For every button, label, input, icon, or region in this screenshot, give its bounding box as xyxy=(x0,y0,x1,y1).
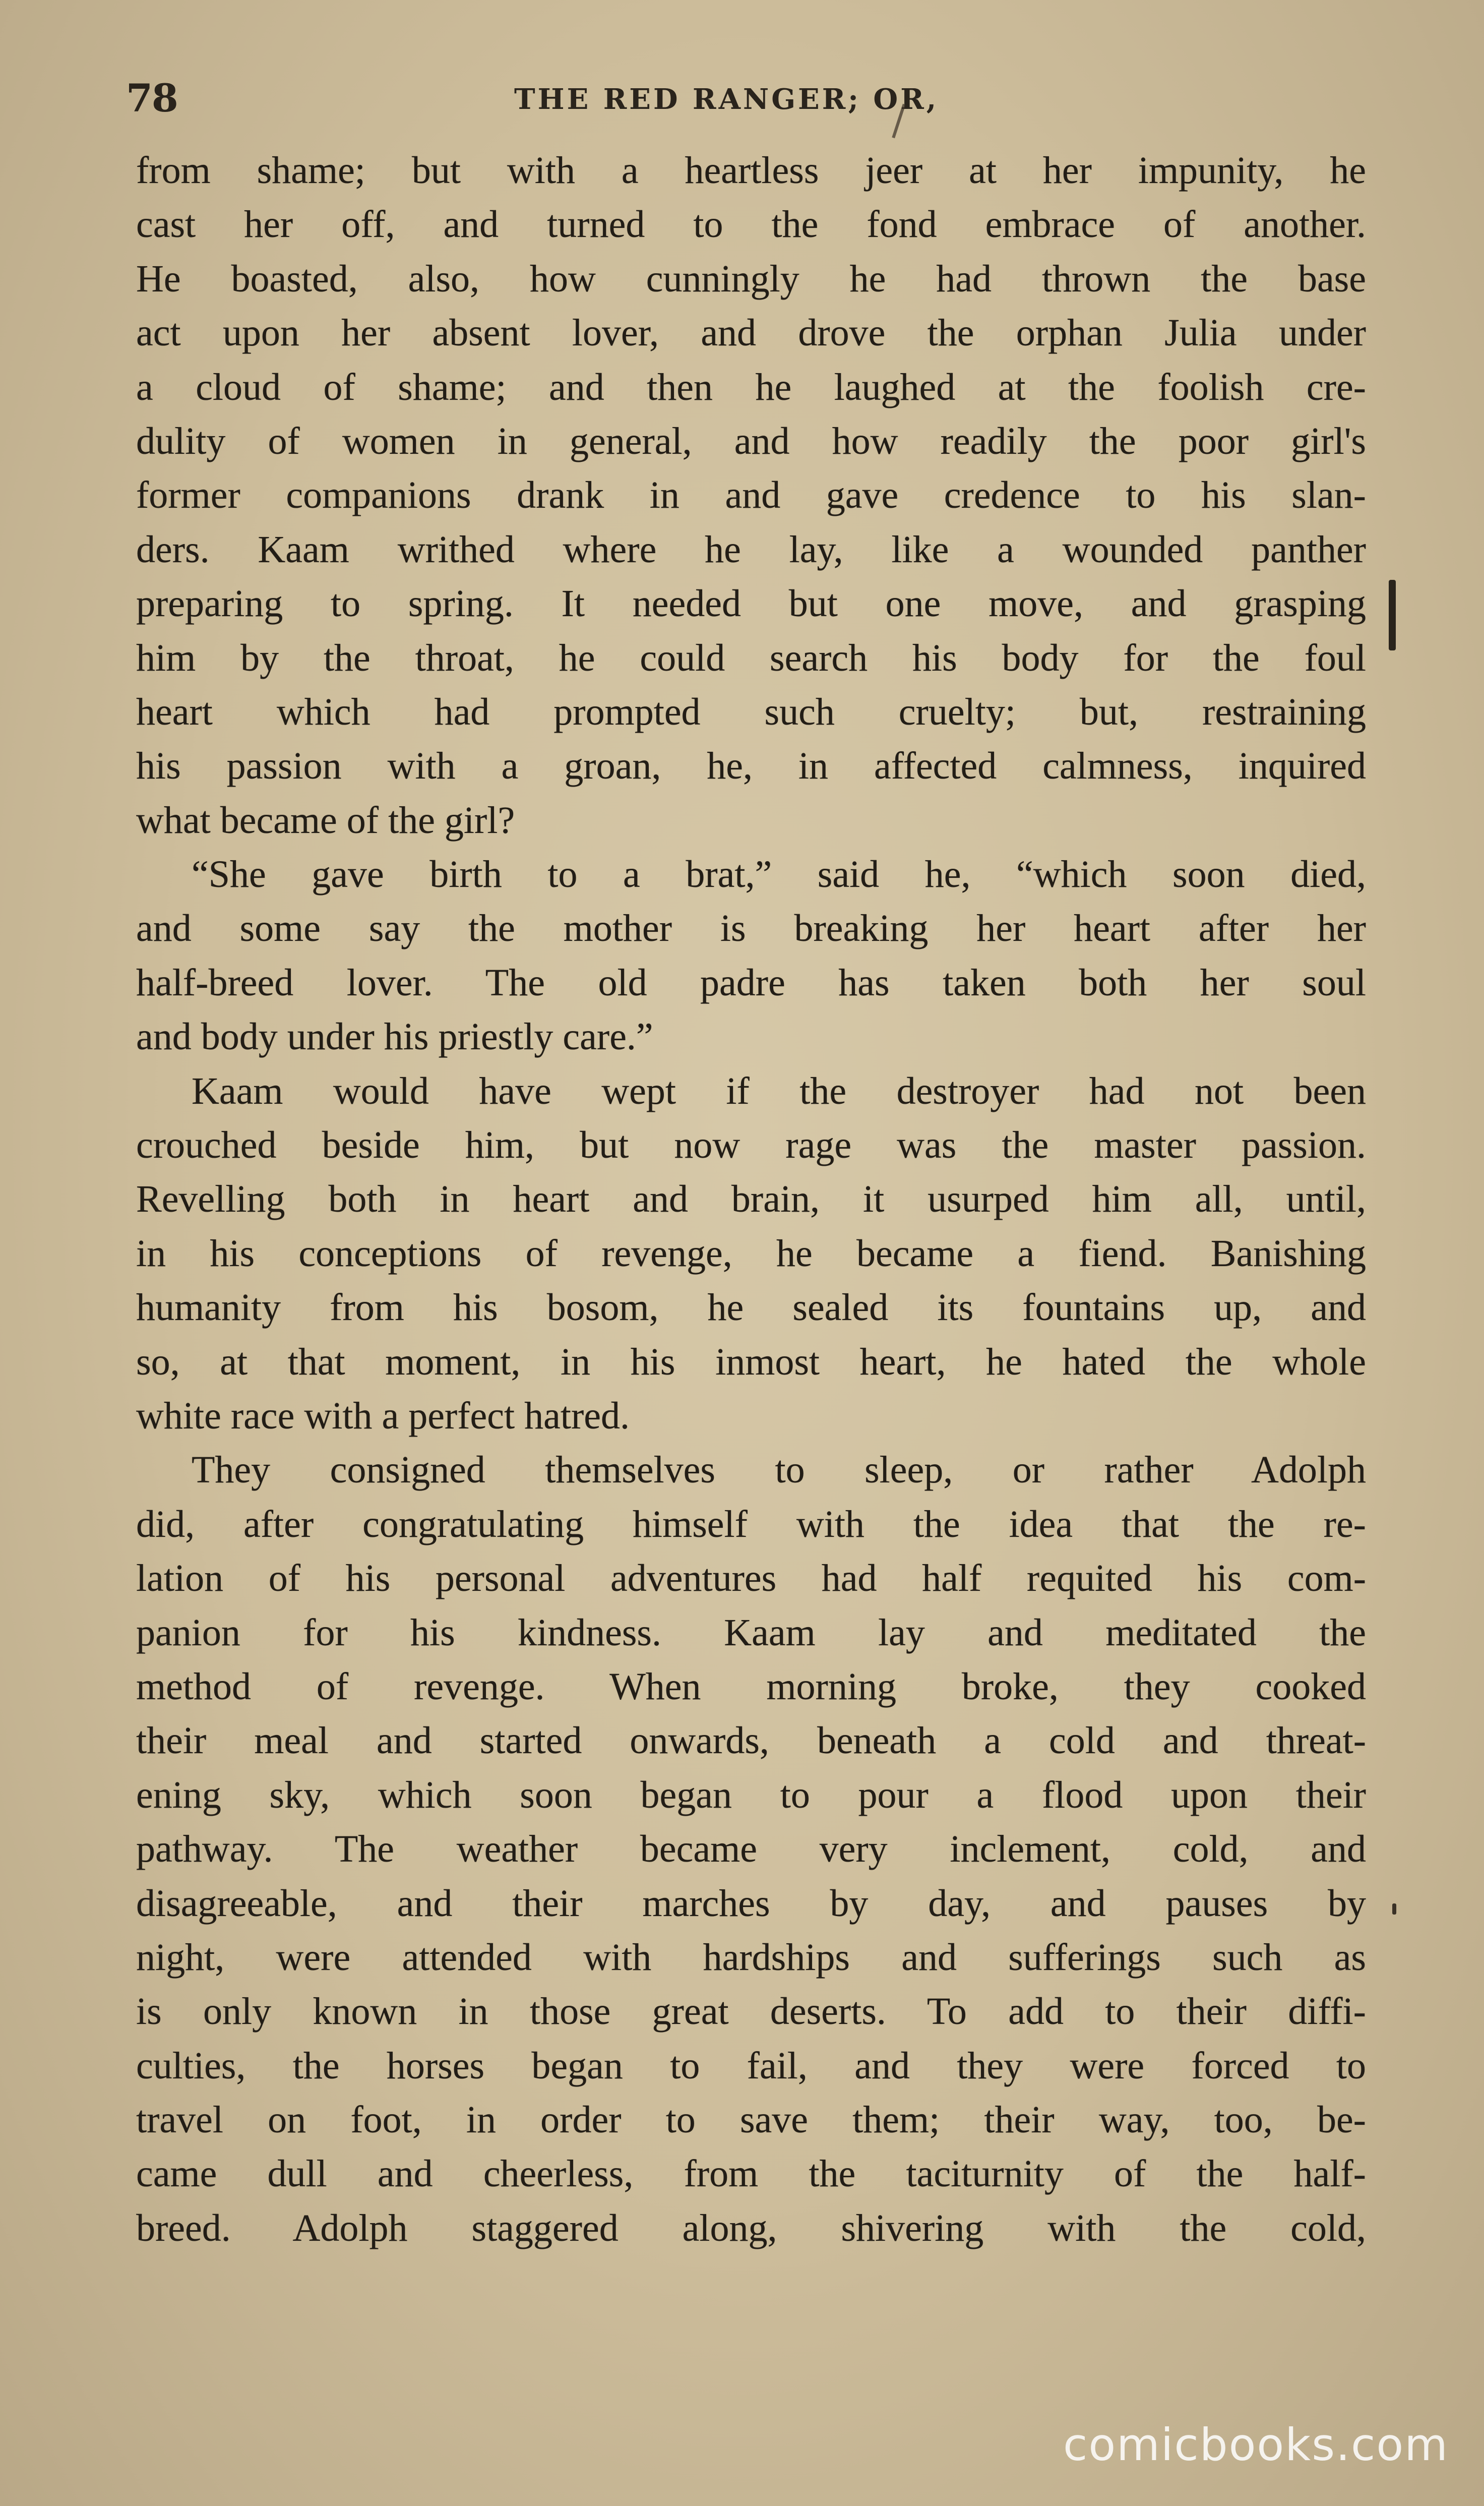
text-line: came dull and cheerless, from the taciturnity of the half- xyxy=(136,2153,1366,2195)
text-line: method of revenge. When morning broke, they cooked xyxy=(136,1665,1366,1708)
text-line: is only known in those great deserts. To add to their diffi- xyxy=(136,1990,1366,2033)
body-text xyxy=(136,144,1366,2255)
text-line: and body under his priestly care.” xyxy=(136,1016,653,1058)
text-line: culties, the horses began to fail, and they were forced to xyxy=(136,2044,1366,2087)
text-line: ders. Kaam writhed where he lay, like a wounded panther xyxy=(136,528,1366,571)
text-line: He boasted, also, how cunningly he had thrown the base xyxy=(136,257,1366,300)
text-line: his passion with a groan, he, in affected calmness, inquired xyxy=(136,745,1366,788)
text-line: crouched beside him, but now rage was the master passion. xyxy=(136,1124,1366,1167)
text-line: cast her off, and turned to the fond embrace of another. xyxy=(136,203,1366,246)
text-line: dulity of women in general, and how readily the poor girl's xyxy=(136,420,1366,462)
text-line: did, after congratulating himself with the idea that the re- xyxy=(136,1503,1366,1545)
text-line: preparing to spring. It needed but one move, and grasping xyxy=(136,582,1366,625)
text-line: a cloud of shame; and then he laughed at the foolish cre- xyxy=(136,366,1366,408)
text-line: and some say the mother is breaking her heart after her xyxy=(136,907,1366,950)
text-line: lation of his personal adventures had half requited his com- xyxy=(136,1557,1366,1600)
text-line: travel on foot, in order to save them; their way, too, be- xyxy=(136,2099,1366,2141)
text-line: their meal and started onwards, beneath a cold and threat- xyxy=(136,1719,1366,1762)
text-line: so, at that moment, in his inmost heart, he hated the whole xyxy=(136,1340,1366,1383)
text-line: in his conceptions of revenge, he became a fiend. Banishing xyxy=(136,1232,1366,1275)
text-line: what became of the girl? xyxy=(136,799,515,842)
text-line: act upon her absent lover, and drove the orphan Julia under xyxy=(136,312,1366,354)
text-line: disagreeable, and their marches by day, and pauses by xyxy=(136,1882,1366,1925)
text-line: “She gave birth to a brat,” said he, “which soon died, xyxy=(192,853,1366,896)
text-line: Revelling both in heart and brain, it usurped him all, until, xyxy=(136,1178,1366,1221)
running-title: THE RED RANGER; OR, xyxy=(514,83,939,116)
text-line: heart which had prompted such cruelty; but, restraining xyxy=(136,690,1366,733)
text-line: Kaam would have wept if the destroyer had not been xyxy=(192,1069,1366,1112)
text-line: They consigned themselves to sleep, or rather Adolph xyxy=(192,1449,1366,1491)
text-line: ening sky, which soon began to pour a flood upon their xyxy=(136,1773,1366,1816)
page-number: 78 xyxy=(126,76,177,121)
text-line: former companions drank in and gave credence to his slan- xyxy=(136,474,1366,517)
margin-ink-mark xyxy=(1389,580,1396,650)
text-line: breed. Adolph staggered along, shivering with the cold, xyxy=(136,2206,1366,2249)
text-line: half-breed lover. The old padre has taken both her soul xyxy=(136,961,1366,1004)
text-line: him by the throat, he could search his body for the foul xyxy=(136,636,1366,679)
text-line: night, were attended with hardships and sufferings such as xyxy=(136,1936,1366,1979)
watermark: comicbooks.com xyxy=(1063,2419,1449,2471)
text-line: panion for his kindness. Kaam lay and meditated the xyxy=(136,1611,1366,1654)
text-line: humanity from his bosom, he sealed its fountains up, and xyxy=(136,1286,1366,1329)
page-header xyxy=(126,76,1346,131)
margin-ink-dot xyxy=(1392,1903,1396,1915)
text-line: pathway. The weather became very inclement, cold, and xyxy=(136,1828,1366,1871)
text-line: white race with a perfect hatred. xyxy=(136,1394,630,1437)
text-line: from shame; but with a heartless jeer at her impunity, he xyxy=(136,149,1366,192)
